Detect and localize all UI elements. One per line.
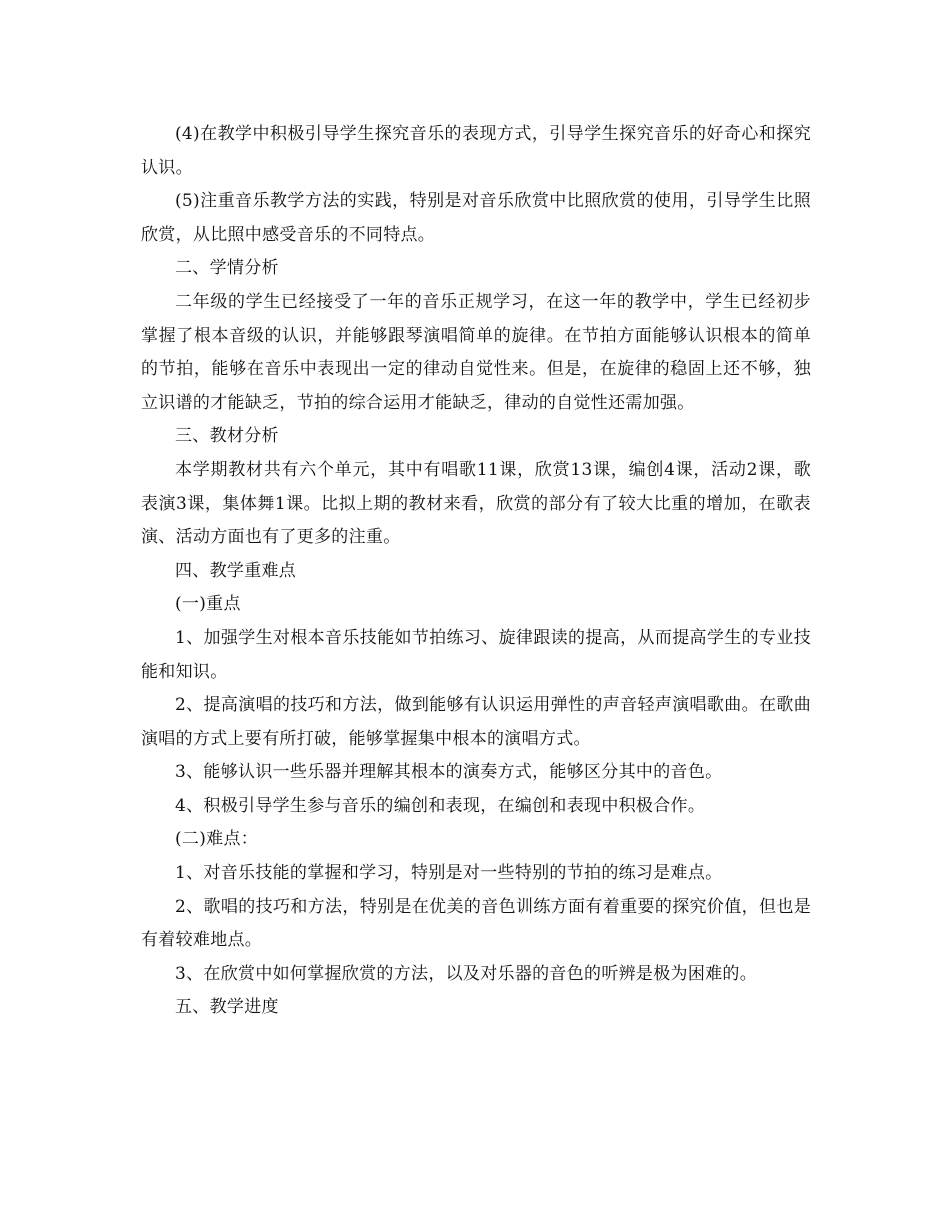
subheading-key-points: (一)重点 <box>175 594 241 615</box>
difficult-point-1: 1、对音乐技能的掌握和学习，特别是对一些特别的节拍的练习是难点。 <box>175 863 723 884</box>
paragraph-teaching-goal-4: (4)在教学中积极引导学生探究音乐的表现方式，引导学生探究音乐的好奇心和探究认识。 <box>141 124 811 178</box>
section-heading-textbook-analysis: 三、教材分析 <box>175 426 279 447</box>
paragraph-student-analysis: 二年级的学生已经接受了一年的音乐正规学习，在这一年的教学中，学生已经初步掌握了根本音级的认识，并能够跟琴演唱简单的旋律。在节拍方面能够认识根本的简单的节拍，能够在音乐中表现出一定的律动自觉性来。但是，在旋律的稳固上还不够，独立识谱的才能缺乏，节拍的综合运用才能缺乏，律动的自觉性还需加强。 <box>141 291 811 413</box>
key-point-2: 2、提高演唱的技巧和方法，做到能够有认识运用弹性的声音轻声演唱歌曲。在歌曲演唱的方式上要有所打破，能够掌握集中根本的演唱方式。 <box>141 695 811 749</box>
section-heading-key-difficult-points: 四、教学重难点 <box>175 560 297 581</box>
paragraph-textbook-analysis: 本学期教材共有六个单元，其中有唱歌11课，欣赏13课，编创4课，活动2课，歌表演3课，集体舞1课。比拟上期的教材来看，欣赏的部分有了较大比重的增加，在歌表演、活动方面也有了更多的注重。 <box>141 459 811 548</box>
difficult-point-2: 2、歌唱的技巧和方法，特别是在优美的音色训练方面有着重要的探究价值，但也是有着较难地点。 <box>141 896 811 951</box>
key-point-3: 3、能够认识一些乐器并理解其根本的演奏方式，能够区分其中的音色。 <box>175 762 723 783</box>
subheading-difficult-points: (二)难点： <box>175 829 259 850</box>
key-point-1: 1、加强学生对根本音乐技能如节拍练习、旋律跟读的提高，从而提高学生的专业技能和知识。 <box>141 627 811 682</box>
key-point-4: 4、积极引导学生参与音乐的编创和表现，在编创和表现中积极合作。 <box>175 795 706 816</box>
paragraph-teaching-goal-5: (5)注重音乐教学方法的实践，特别是对音乐欣赏中比照欣赏的使用，引导学生比照欣赏，从比照中感受音乐的不同特点。 <box>141 191 811 245</box>
document-page <box>141 118 811 1025</box>
section-heading-student-analysis: 二、学情分析 <box>175 258 279 279</box>
difficult-point-3: 3、在欣赏中如何掌握欣赏的方法，以及对乐器的音色的听辨是极为困难的。 <box>175 963 758 984</box>
section-heading-teaching-schedule: 五、教学进度 <box>175 997 279 1018</box>
